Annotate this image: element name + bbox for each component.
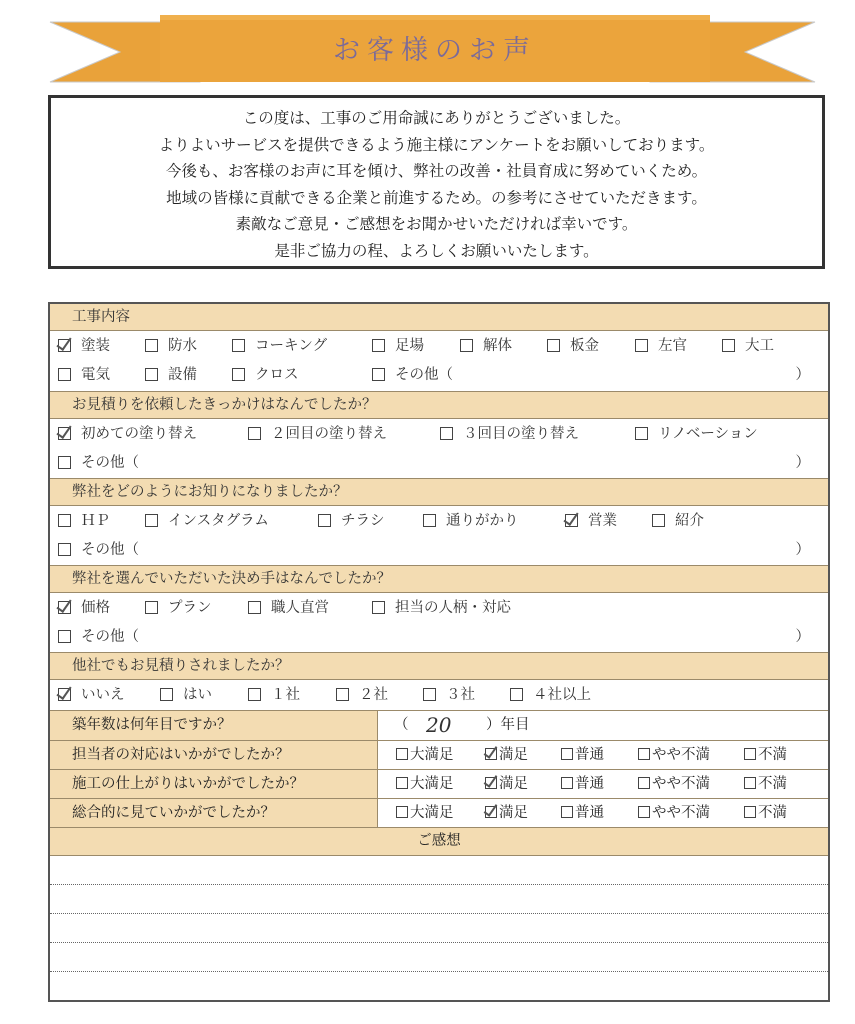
q4-option[interactable]: 担当の人柄・対応 [372,594,511,622]
checkbox[interactable] [635,339,648,352]
checkbox[interactable] [145,601,158,614]
checkbox[interactable] [561,748,573,760]
checkbox[interactable] [561,806,573,818]
q5-title: 他社でもお見積りされましたか？ [72,658,290,674]
checkbox-checked[interactable] [58,339,71,352]
checkbox[interactable] [372,339,385,352]
q1-option-other[interactable]: その他（ [372,361,453,389]
q2-title: お見積りを依頼したきっかけはなんでしたか？ [72,397,377,413]
checkbox[interactable] [396,806,408,818]
intro-line: 是非ご協力の程、よろしくお願いいたします。 [274,241,599,260]
q5-option[interactable]: １社 [248,681,300,709]
checkbox-checked[interactable] [58,601,71,614]
banner-title: お客様のお声 [333,34,537,66]
checkbox[interactable] [460,339,473,352]
q1-option[interactable]: 設備 [145,361,197,389]
q6-row [50,710,828,740]
q3-option[interactable]: ＨＰ [58,507,110,535]
checkbox[interactable] [396,777,408,789]
checkbox-checked[interactable] [58,427,71,440]
q3-options [50,507,828,565]
checkbox[interactable] [248,688,261,701]
checkbox[interactable] [510,688,523,701]
q3-option[interactable]: 通りがかり [423,507,519,535]
checkbox[interactable] [638,748,650,760]
checkbox[interactable] [58,630,71,643]
q1-option[interactable]: 大工 [722,332,774,360]
intro-box [48,95,825,269]
rating-row [50,740,828,770]
q2-option[interactable]: ２回目の塗り替え [248,420,387,448]
q3-option[interactable]: インスタグラム [145,507,269,535]
q4-option[interactable]: プラン [145,594,212,622]
comment-line[interactable] [50,913,828,914]
q5-options [50,681,828,710]
q1-option[interactable]: クロス [232,361,299,389]
checkbox[interactable] [58,368,71,381]
checkbox-checked[interactable] [485,806,497,818]
checkbox[interactable] [145,514,158,527]
checkbox[interactable] [372,601,385,614]
q4-title: 弊社を選んでいただいた決め手はなんでしたか？ [72,571,391,587]
q3-header [50,478,828,506]
q2-option-other[interactable]: その他（ [58,449,139,477]
q3-option[interactable]: チラシ [318,507,385,535]
checkbox[interactable] [423,688,436,701]
rating-title: 総合的に見ていかがでしたか？ [50,799,378,828]
rating-row [50,769,828,799]
q1-option[interactable]: 塗装 [58,332,110,360]
q4-header [50,565,828,593]
q1-option[interactable]: 左官 [635,332,687,360]
rating-option[interactable]: 普通 [561,799,604,828]
checkbox[interactable] [440,427,453,440]
checkbox[interactable] [232,368,245,381]
checkbox[interactable] [635,427,648,440]
checkbox[interactable] [722,339,735,352]
rating-option[interactable]: 普通 [561,770,604,799]
intro-line: 素敵なご意見・ご感想をお聞かせいただければ幸いです。 [235,215,638,233]
intro-line: 地域の皆様に貢献できる企業と前進するため。の参考にさせていただきます。 [166,188,707,207]
checkbox[interactable] [232,339,245,352]
q4-option-other[interactable]: その他（ [58,623,139,651]
q5-option[interactable]: いいえ [58,681,125,709]
checkbox[interactable] [547,339,560,352]
checkbox[interactable] [58,456,71,469]
checkbox[interactable] [372,368,385,381]
checkbox[interactable] [652,514,665,527]
checkbox-checked[interactable] [485,777,497,789]
q3-title: 弊社をどのようにお知りになりましたか？ [72,484,348,500]
rating-option[interactable]: 大満足 [396,799,454,828]
rating-option[interactable]: 満足 [485,770,528,799]
survey-form [48,302,830,1002]
q1-option[interactable]: コーキング [232,332,327,360]
checkbox-checked[interactable] [58,688,71,701]
checkbox[interactable] [248,427,261,440]
checkbox[interactable] [423,514,436,527]
checkbox[interactable] [336,688,349,701]
q5-option[interactable]: ２社 [336,681,388,709]
q3-option[interactable]: 営業 [565,507,617,535]
rating-option[interactable]: やや不満 [638,741,710,770]
checkbox[interactable] [638,806,650,818]
q4-option[interactable]: 職人直営 [248,594,329,622]
banner [0,0,855,95]
q3-option[interactable]: 紹介 [652,507,704,535]
q2-options [50,420,828,478]
rating-option[interactable]: 満足 [485,799,528,828]
q1-option[interactable]: 板金 [547,332,599,360]
rating-option[interactable]: 大満足 [396,770,454,799]
q5-option[interactable]: はい [160,681,212,709]
rating-option[interactable]: 大満足 [396,741,454,770]
intro-line: 今後も、お客様のお声に耳を傾け、弊社の改善・社員育成に努めていくため。 [165,162,708,180]
q2-option[interactable]: 初めての塗り替え [58,420,197,448]
rating-row [50,798,828,828]
rating-options [378,799,828,828]
rating-title: 担当者の対応はいかがでしたか？ [50,741,378,770]
checkbox[interactable] [160,688,173,701]
q2-option[interactable]: ３回目の塗り替え [440,420,579,448]
rating-options [378,741,828,770]
checkbox[interactable] [744,806,756,818]
paren-close: ） [795,629,810,645]
q1-option[interactable]: 足場 [372,332,424,360]
q5-header [50,652,828,680]
paren-open: （ [394,717,409,733]
q6-title: 築年数は何年目ですか？ [50,711,378,740]
checkbox[interactable] [561,777,573,789]
comment-line[interactable] [50,942,828,943]
q2-header [50,391,828,419]
intro-line: よりよいサービスを提供できるよう施主様にアンケートをお願いしております。 [158,135,715,154]
q1-option[interactable]: 防水 [145,332,197,360]
checkbox[interactable] [638,777,650,789]
checkbox[interactable] [248,601,261,614]
q1-option[interactable]: 解体 [460,332,512,360]
checkbox-checked[interactable] [565,514,578,527]
checkbox[interactable] [58,543,71,556]
comment-line[interactable] [50,971,828,972]
comment-line[interactable] [50,884,828,885]
rating-option[interactable]: 不満 [744,770,787,799]
paren-close: ） [795,367,810,383]
checkbox[interactable] [145,368,158,381]
rating-option[interactable]: 普通 [561,741,604,770]
rating-title: 施工の仕上がりはいかがでしたか？ [50,770,378,799]
comments-header: ご感想 [50,827,828,856]
paren-close: ） [795,542,810,558]
q1-header [50,304,828,331]
years-suffix: ）年目 [486,717,530,733]
q1-options [50,332,828,390]
intro-line: この度は、工事のご用命誠にありがとうございました。 [242,109,631,127]
paren-close: ） [795,455,810,471]
q3-option-other[interactable]: その他（ [58,536,139,564]
q6-answer [378,711,828,740]
q4-option[interactable]: 価格 [58,594,110,622]
checkbox[interactable] [396,748,408,760]
rating-options [378,770,828,799]
rating-option[interactable]: 不満 [744,799,787,828]
checkbox[interactable] [744,748,756,760]
rating-option[interactable]: 不満 [744,741,787,770]
q5-option[interactable]: ４社以上 [510,681,591,709]
rating-option[interactable]: やや不満 [638,770,710,799]
checkbox[interactable] [145,339,158,352]
checkbox[interactable] [318,514,331,527]
q1-title: 工事内容 [72,309,130,325]
q5-option[interactable]: ３社 [423,681,475,709]
q2-option[interactable]: リノベーション [635,420,758,448]
checkbox[interactable] [58,514,71,527]
q4-options [50,594,828,652]
handwritten-years[interactable]: 20 [426,713,452,737]
rating-option[interactable]: やや不満 [638,799,710,828]
checkbox[interactable] [744,777,756,789]
rating-option[interactable]: 満足 [485,741,528,770]
checkbox-checked[interactable] [485,748,497,760]
q1-option[interactable]: 電気 [58,361,110,389]
